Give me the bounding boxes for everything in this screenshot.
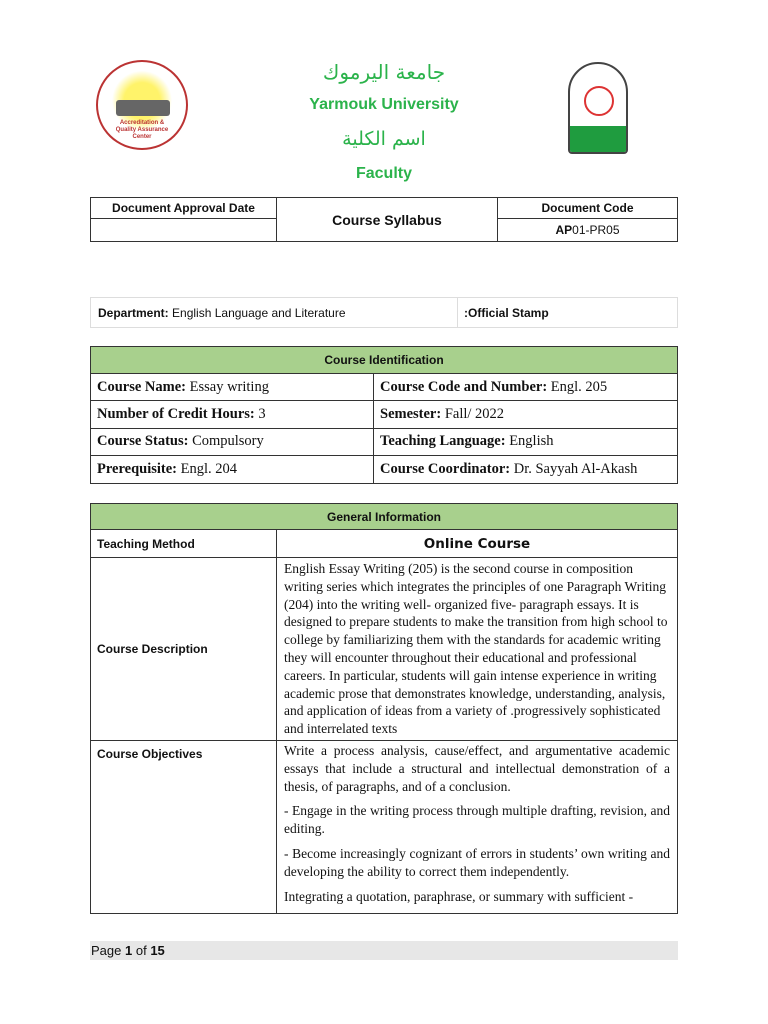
identification-cell xyxy=(91,428,374,456)
teaching-method-label: Teaching Method xyxy=(91,530,277,558)
approval-date-label: Document Approval Date xyxy=(91,198,277,219)
department-value: English Language and Literature xyxy=(172,305,346,320)
department-cell xyxy=(91,298,458,328)
code-rest: 01-PR05 xyxy=(572,223,620,237)
identification-row xyxy=(91,374,678,401)
field-label: Course Name: xyxy=(97,378,186,395)
identification-cell xyxy=(91,401,374,429)
objective-item: - Engage in the writing process through multiple drafting, revision, and editing. xyxy=(284,803,670,837)
course-identification-table xyxy=(90,346,678,484)
official-stamp-label: :Official Stamp xyxy=(458,298,678,328)
identification-cell xyxy=(374,401,678,429)
field-value: 3 xyxy=(258,405,266,422)
page-word: Page xyxy=(91,943,122,958)
identification-row xyxy=(91,401,678,429)
identification-cell xyxy=(374,456,678,484)
identification-row xyxy=(91,456,678,484)
course-objectives-label: Course Objectives xyxy=(91,741,277,914)
field-label: Number of Credit Hours: xyxy=(97,405,255,422)
course-description-text: English Essay Writing (205) is the second course in composition writing series which integrates the principles of one Paragraph Writing (204) into the writing well- organized five- paragraph essays. It is designed to prepare students to make the transition from high school to college by familiarizing them with the standards for academic writing they will encounter throughout their educational and professional careers. In particular, students will gain intense experience in writing academic prose that demonstrates knowledge, understanding, analysis, and application of ideas from a variety of .progressively sophisticated and interrelated texts xyxy=(277,558,678,741)
document-code-value xyxy=(498,219,678,242)
identification-row xyxy=(91,428,678,456)
course-identification-header: Course Identification xyxy=(91,347,678,374)
field-value: Compulsory xyxy=(192,433,264,450)
of-word: of xyxy=(135,943,147,958)
faculty-name: Faculty xyxy=(355,165,412,182)
identification-cell xyxy=(374,374,678,401)
page-number: 1 xyxy=(125,943,133,958)
objective-item: - Become increasingly cognizant of errors in students’ own writing and developing the ability to correct them independently. xyxy=(284,845,670,879)
teaching-method-value: Online Course xyxy=(277,530,678,558)
general-information-table xyxy=(90,503,678,914)
approval-date-value xyxy=(91,219,277,242)
identification-cell xyxy=(91,374,374,401)
field-value: Engl. 204 xyxy=(180,460,238,477)
document-title: Course Syllabus xyxy=(277,198,498,242)
field-value: Dr. Sayyah Al-Akash xyxy=(513,460,638,477)
general-information-header: General Information xyxy=(91,504,678,530)
field-value: English xyxy=(509,433,554,450)
identification-cell xyxy=(91,456,374,484)
accreditation-logo-text: Accreditation & Quality Assurance Center xyxy=(115,120,169,140)
field-value: Engl. 205 xyxy=(550,378,608,395)
field-label: Course Status: xyxy=(97,433,189,450)
field-label: Teaching Language: xyxy=(380,433,506,450)
code-prefix: AP xyxy=(555,223,573,237)
field-value: Essay writing xyxy=(189,378,269,395)
department-label: Department: xyxy=(98,305,169,320)
arabic-university-name: جامعة اليرموك xyxy=(322,60,446,84)
university-name: Yarmouk University xyxy=(309,96,459,113)
page-footer xyxy=(90,941,678,960)
document-code-label: Document Code xyxy=(498,198,678,219)
objective-item: Write a process analysis, cause/effect, and argumentative academic essays that include a structural and intellectual demonstration of a thesis, of paragraphs, and of a conclusion. xyxy=(284,743,670,794)
objective-item: Integrating a quotation, paraphrase, or summary with sufficient - xyxy=(284,888,634,904)
identification-cell xyxy=(374,428,678,456)
field-label: Semester: xyxy=(380,405,442,422)
field-label: Prerequisite: xyxy=(97,460,177,477)
field-value: Fall/ 2022 xyxy=(444,405,505,422)
document-info-table xyxy=(90,197,678,242)
field-label: Course Code and Number: xyxy=(380,378,548,395)
page-total: 15 xyxy=(150,943,165,958)
arabic-faculty-name: اسم الكلية xyxy=(342,128,426,150)
department-table xyxy=(90,297,678,328)
course-description-label: Course Description xyxy=(91,558,277,741)
field-label: Course Coordinator: xyxy=(380,460,511,477)
